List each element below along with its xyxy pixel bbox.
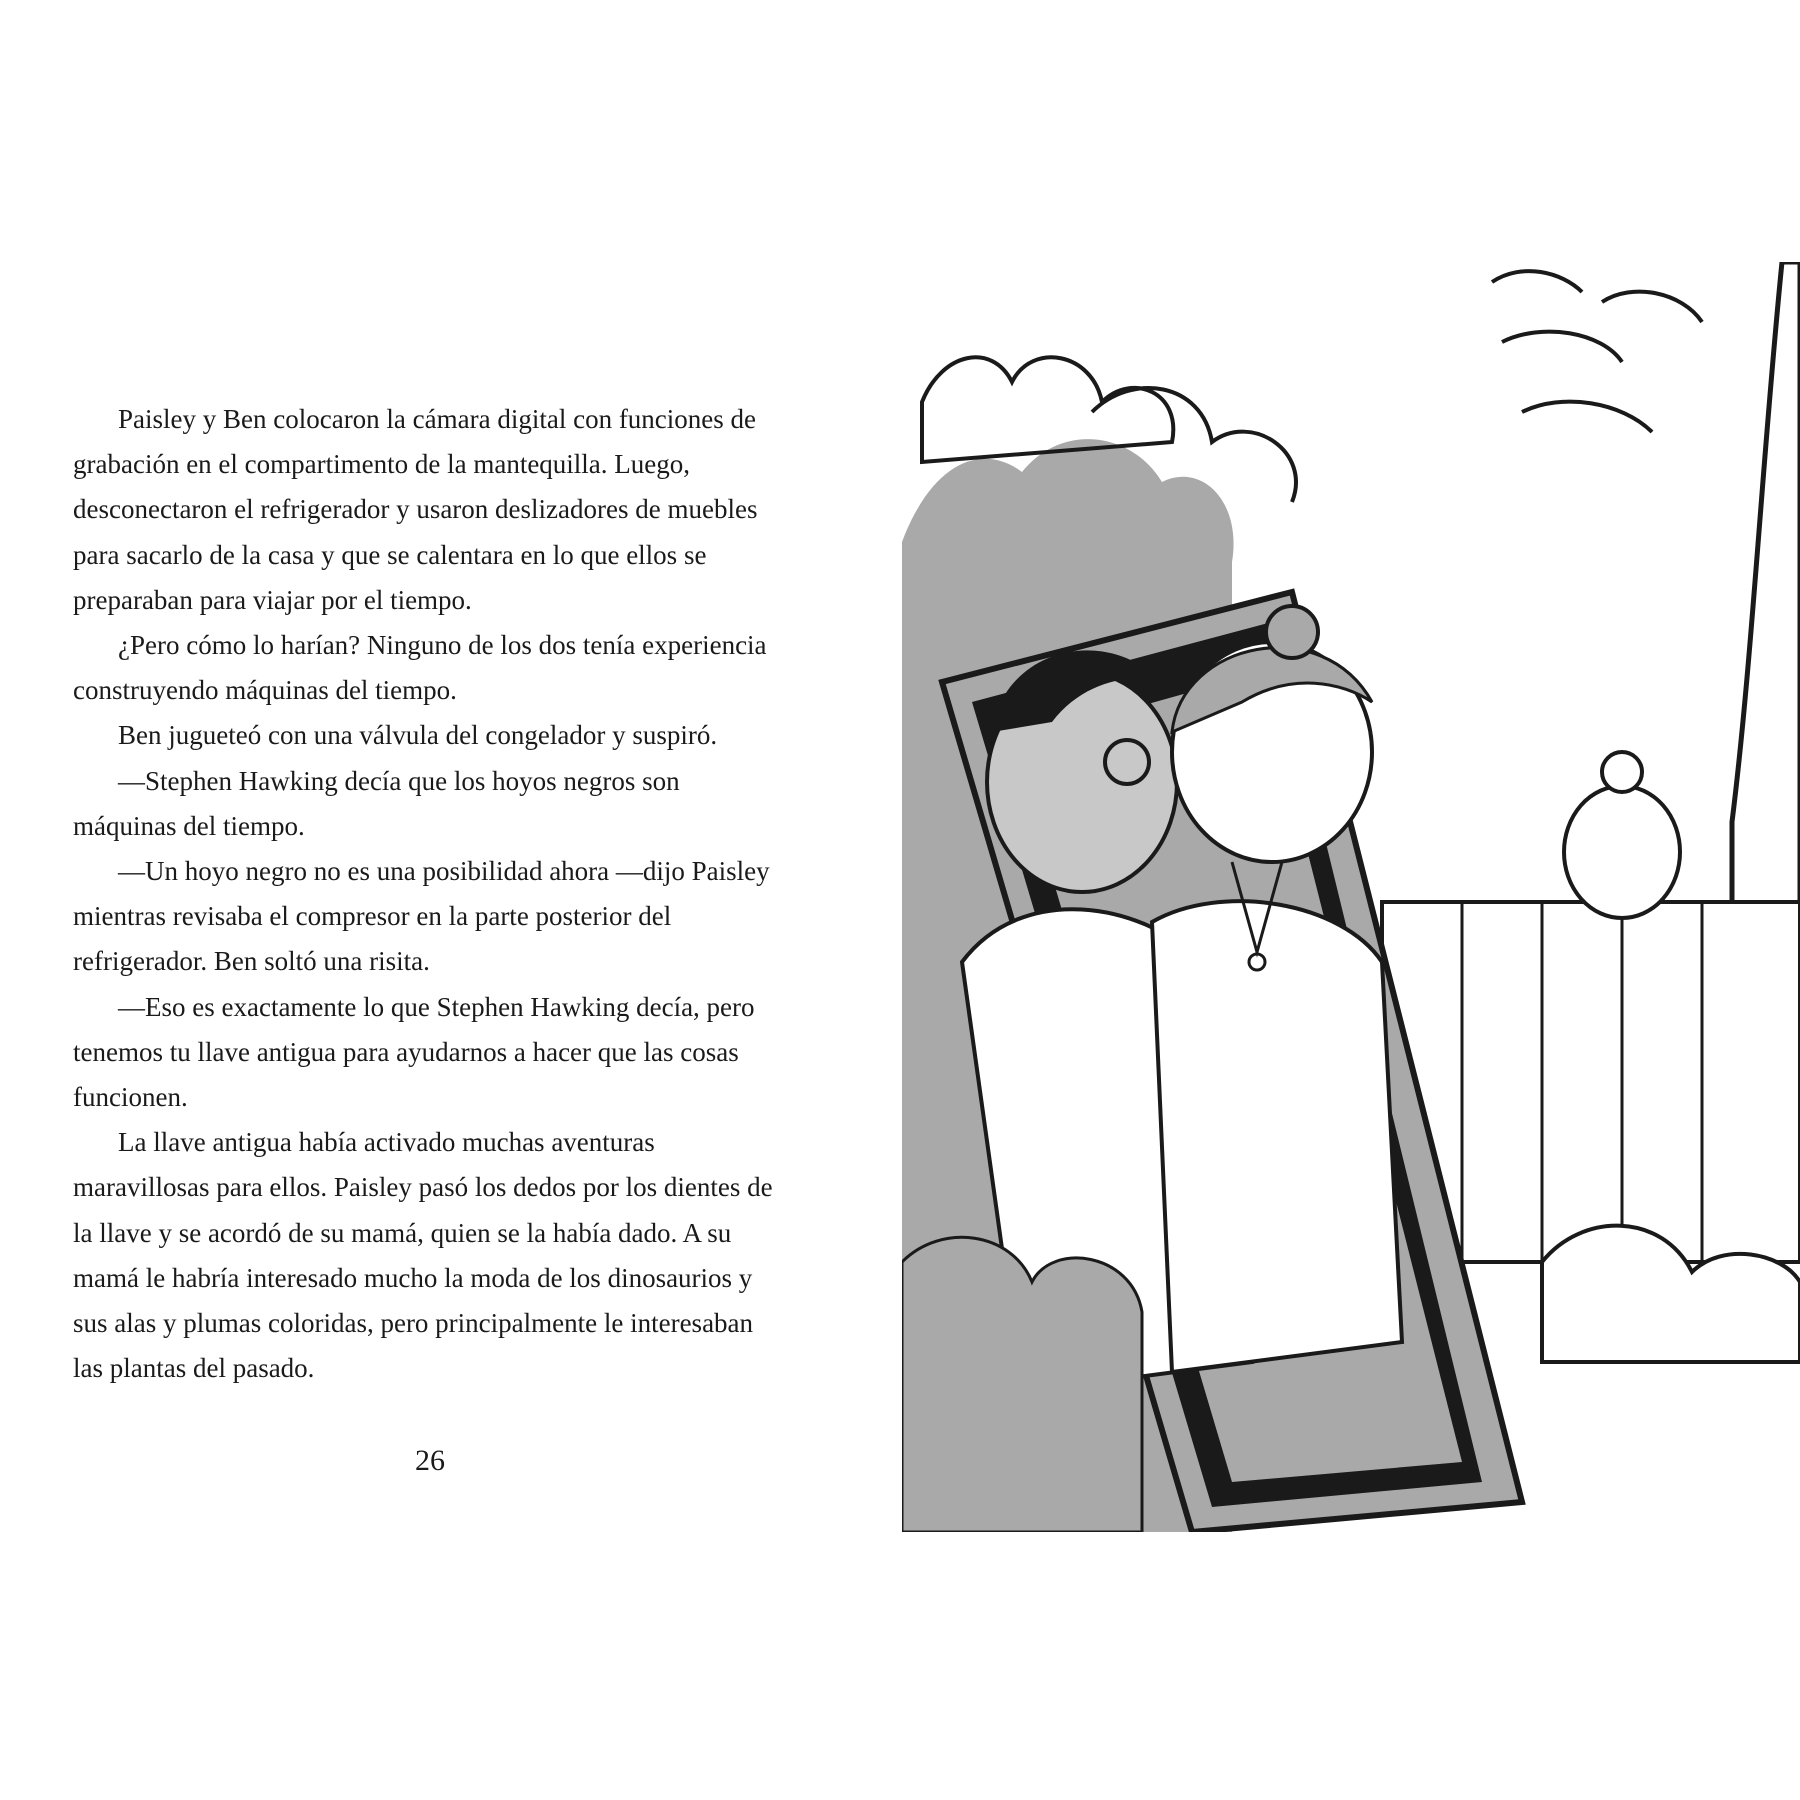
girl-bun (1266, 606, 1318, 658)
girl-body (1152, 901, 1402, 1372)
tree-trunk (1732, 262, 1800, 982)
paragraph: Ben jugueteó con una válvula del congelador y suspiró. (118, 720, 718, 751)
bush-leaves-top (922, 357, 1173, 462)
bush-bottom (902, 1237, 1142, 1532)
paragraph: ¿Pero cómo lo harían? Ninguno de los dos tenía experiencia construyendo máquinas del tiempo. (73, 630, 767, 706)
small-girl-head (1564, 786, 1680, 918)
small-girl-bun (1602, 752, 1642, 792)
body-text (73, 397, 783, 1391)
illustration-drawing (902, 262, 1800, 1532)
tree-leaves (1492, 271, 1702, 432)
illustration (902, 262, 1800, 1532)
paragraph: —Stephen Hawking decía que los hoyos negros son máquinas del tiempo. (73, 765, 680, 841)
paragraph: —Eso es exactamente lo que Stephen Hawking decía, pero tenemos tu llave antigua para ayudarnos a hacer que las cosas funcionen. (73, 991, 755, 1113)
paragraph: —Un hoyo negro no es una posibilidad ahora —dijo Paisley mientras revisaba el compresor en la parte posterior del refrigerador. Ben soltó una risita. (73, 856, 770, 977)
text-page (0, 0, 880, 1800)
paragraph: La llave antigua había activado muchas aventuras maravillosas para ellos. Paisley pasó los dedos por los dientes de la llave y se acordó de su mamá, quien se la había dado. A su mamá le habría interesado mucho la moda de los dinosaurios y sus alas y plumas coloridas, pero principalmente le interesaban las plantas del pasado. (73, 1127, 773, 1384)
paragraph: Paisley y Ben colocaron la cámara digital con funciones de grabación en el compartimento de la mantequilla. Luego, desconectaron el refrigerador y usaron deslizadores de muebles para sacarlo de la casa y que se calentara en lo que ellos se preparaban para viajar por el tiempo. (73, 404, 758, 615)
page-number: 26 (415, 1444, 445, 1477)
